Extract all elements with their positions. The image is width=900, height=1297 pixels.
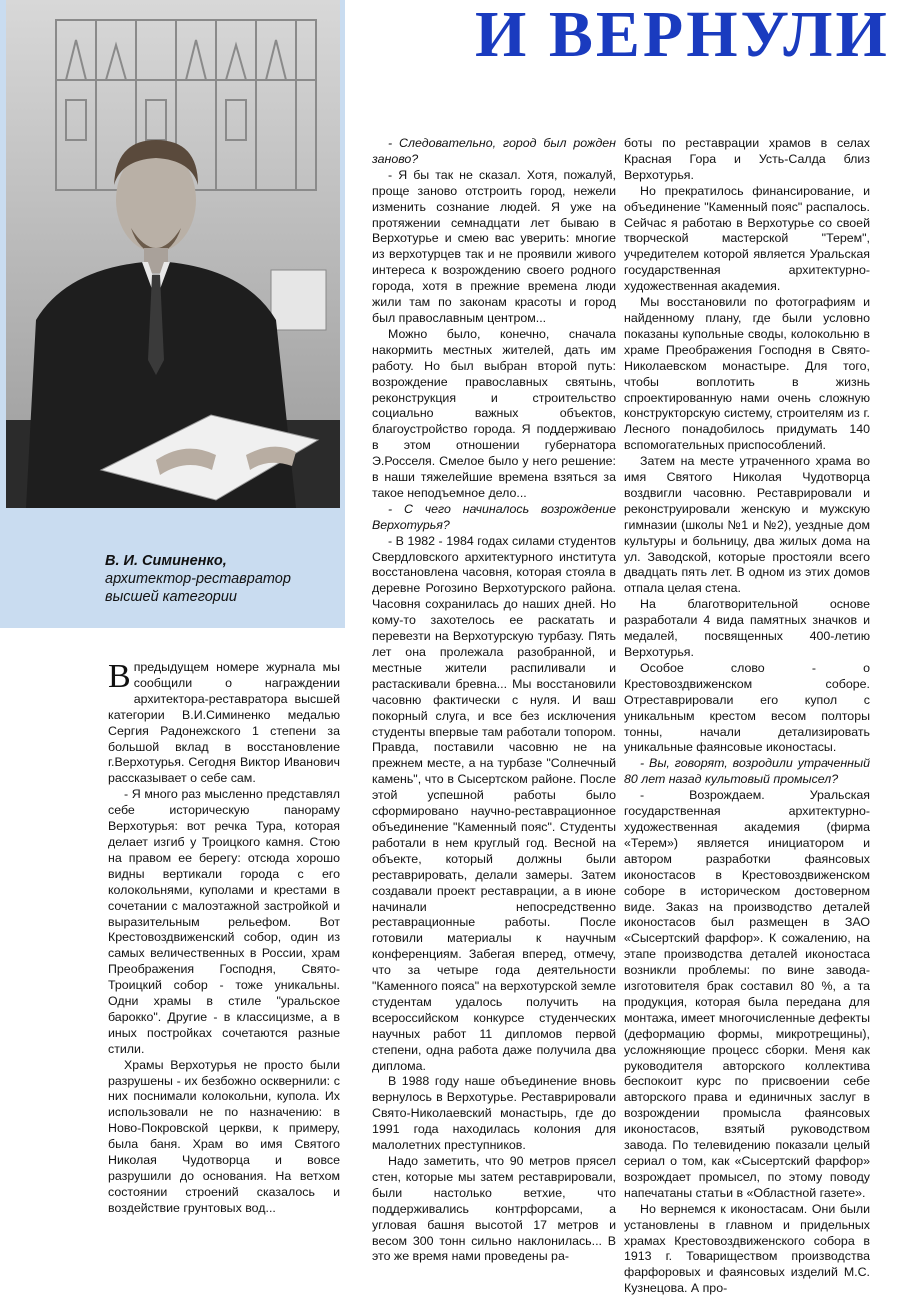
text-column-2: [372, 136, 616, 1264]
paragraph: боты по реставрации храмов в селах Красная Гора и Усть-Салда близ Верхотурья.: [624, 136, 870, 182]
portrait-illustration: [6, 0, 340, 508]
photo-panel: [0, 0, 345, 628]
paragraph: Впредыдущем номере журнала мы сообщили о награждении архитектора-реставратора высшей категории В.И.Симиненко медалью Сергия Радонежского 1 степени за большой вклад в восстановление г.Верхотурья. Сегодня Виктор Иванович рассказывает о себе сам.: [108, 658, 340, 786]
paragraph: Храмы Верхотурья не просто были разрушены - их безбожно осквернили: с них поснимали колокольни, купола. Их использовали не по назначению: в Ново-Покровской церкви, к примеру, была баня. Храм во имя Святого Николая Чудотворца и вовсе разрушили до основания. На ветхом состоянии строений сказалось и воздействие грунтовых вод...: [108, 1057, 340, 1215]
portrait-photo: [6, 0, 340, 508]
caption-name: В. И. Симиненко,: [105, 553, 227, 569]
paragraph: Надо заметить, что 90 метров прясел стен, которые мы затем реставрировали, были настолько ветхие, что поддерживались контрфорсами, а угловая башня высотой 17 метров и весом 300 тонн сильно наклонилась... В это же время нами проведены ра-: [372, 1154, 616, 1264]
paragraph: Но вернемся к иконостасам. Они были установлены в главном и придельных храмах Крестовоздвиженского собора в 1913 г. Товариществом производства фарфоровых и фаянсовых изделий М.С. Кузнецова. А про-: [624, 1201, 870, 1296]
paragraph: Особое слово - о Крестовоздвиженском соборе. Отреставрировали его купол с уникальным крестом весом полторы тонны, начали детализировать уникальные фаянсовые иконостасы.: [624, 660, 870, 755]
paragraph: Но прекратилось финансирование, и объединение "Каменный пояс" распалось. Сейчас я работаю в Верхотурье со своей творческой мастерской "Терем", учредителем которой является Уральская государственная архитектурно-художественная академия.: [624, 183, 870, 294]
question: - С чего начиналось возрождение Верхотурья?: [372, 501, 616, 532]
drop-cap: В: [108, 658, 131, 695]
paragraph: Можно было, конечно, сначала накормить местных жителей, дать им работу. Но был выбран второй путь: возрождение православных святынь, реконструкция и строительство социально важных объектов, благоустройство города. Я поддерживаю в этом отношении губернатора Э.Росселя. Смелое было у него решение: в наши тяжелейшие времена взяться за такое неподъемное дело...: [372, 326, 616, 500]
text-column-1: [108, 658, 340, 1215]
paragraph: В 1988 году наше объединение вновь вернулось в Верхотурье. Реставрировали Свято-Николаевский монастырь, где до 1991 года находилась колония для малолетних преступников.: [372, 1074, 616, 1153]
paragraph: На благотворительной основе разработали 4 вида памятных значков и медалей, посвященных 400-летию Верхотурья.: [624, 597, 870, 659]
question: - Следовательно, город был рожден заново?: [372, 136, 616, 166]
paragraph: - В 1982 - 1984 годах силами студентов Свердловского архитектурного института восстановлена часовня, которая стояла в деревне Рогозино Верхотурского района. Часовня сохранилась до наших дней. Но кому-то захотелось ее раскатать и перевезти на Верхотурскую турбазу. Пять лет она пролежала разобранной, и местные жители распиливали и растаскивали бревна... Мы восстановили часовню фактически с нуля. И ваш покорный слуга, и все без исключения студенты впервые там работали топором. Правда, поставили часовню не на прежнем месте, а на турбазе "Солнечный камень", что в Сысертском районе. После этой успешной работы было сформировано научно-реставрационное объединение "Каменный пояс". Студенты работали в нем круглый год. Весной на объекте, который должны были реставрировать, делали замеры. Затем создавали проект реставрации, а в июне начинали непосредственно реставрационные работы. После готовили материалы к научным конференциям. Забегая вперед, отмечу, что за четыре года деятельности "Каменного пояса" на верхотурской земле студентам удалось получить на всероссийском конкурсе студенческих научных работ 11 дипломов первой степени, одна работа даже получила два диплома.: [372, 533, 616, 1073]
paragraph: - Я бы так не сказал. Хотя, пожалуй, проще заново отстроить город, нежели изменить сознание людей. Я уже на протяжении семнадцати лет бываю в Верхотурье и смею вас уверить: многие из верхотурцев так и не проявили живого интереса к возрождению своего родного города, хотя в прежние времена люди жили там по законам красоты и город был православным центром...: [372, 167, 616, 325]
paragraph: Затем на месте утраченного храма во имя Святого Николая Чудотворца воздвигли часовню. Реставрировали и реконструировали женскую и мужскую гимназии (школы №1 и №2), уездные дом культуры и больницу, два жилых дома на ул. Заводской, которые простояли всего двадцать пять лет. В одном из этих домов отпала целая стена.: [624, 454, 870, 596]
paragraph: - Возрождаем. Уральская государственная архитектурно-художественная академия (фирма «Терем») является инициатором и автором разработки фаянсовых иконостасов в Крестовоздвиженском соборе в историческом достоверном виде. Заказ на производство деталей иконостасов был размещен в ЗАО «Сысертский фарфор». К сожалению, на этапе производства деталей иконостаса возникли проблемы: по вине завода-изготовителя брак составил 80 %, а та продукция, которая была передана для монтажа, имеет многочисленные дефекты (деформацию формы, микротрещины), усложняющие процесс сборки. Меня как руководителя авторского коллектива беспокоит курс по присвоении себе авторского права и единичных заслуг в возрождении промысла фаянсовых иконостасов, взятый руководством завода. По телевидению показали целый сериал о том, как «Сысертский фарфор» возрождает промысел, по этому поводу напечатаны статьи в «Областной газете».: [624, 788, 870, 1200]
paragraph: - Я много раз мысленно представлял себе историческую панораму Верхотурья: вот речка Тура, которая делает изгиб у Троицкого камня. Стою на правом ее берегу: отсюда хорошо видны вертикали города с его колокольнями, куполами и крестами в сочетании с малоэтажной застройкой и выразительным рельефом. Вот Крестовоздвиженский собор, один из самых величественных в России, храм Преображения Господня, Свято-Троицкий собор - тоже уникальны. Одни храмы в стиле "уральское барокко". Другие - в классицизме, а в иных постройках сочетаются разные стили.: [108, 787, 340, 1056]
text-column-3: [624, 136, 870, 1296]
caption-title: архитектор-реставратор высшей категории: [105, 571, 291, 605]
photo-caption: [105, 552, 335, 606]
paragraph: Мы восстановили по фотографиям и найденному плану, где были условно показаны купольные своды, колокольню в храме Преображения Господня в Свято-Николаевском монастыре. Для того, чтобы воплотить в жизнь спроектированную нами очень сложную конструкторскую систему, строителям из г. Лесного понадобилось придумать 140 вспомогательных приспособлений.: [624, 295, 870, 453]
question: - Вы, говорят, возродили утраченный 80 лет назад культовый промысел?: [624, 756, 870, 787]
article-headline: И ВЕРНУЛИ: [475, 0, 890, 71]
